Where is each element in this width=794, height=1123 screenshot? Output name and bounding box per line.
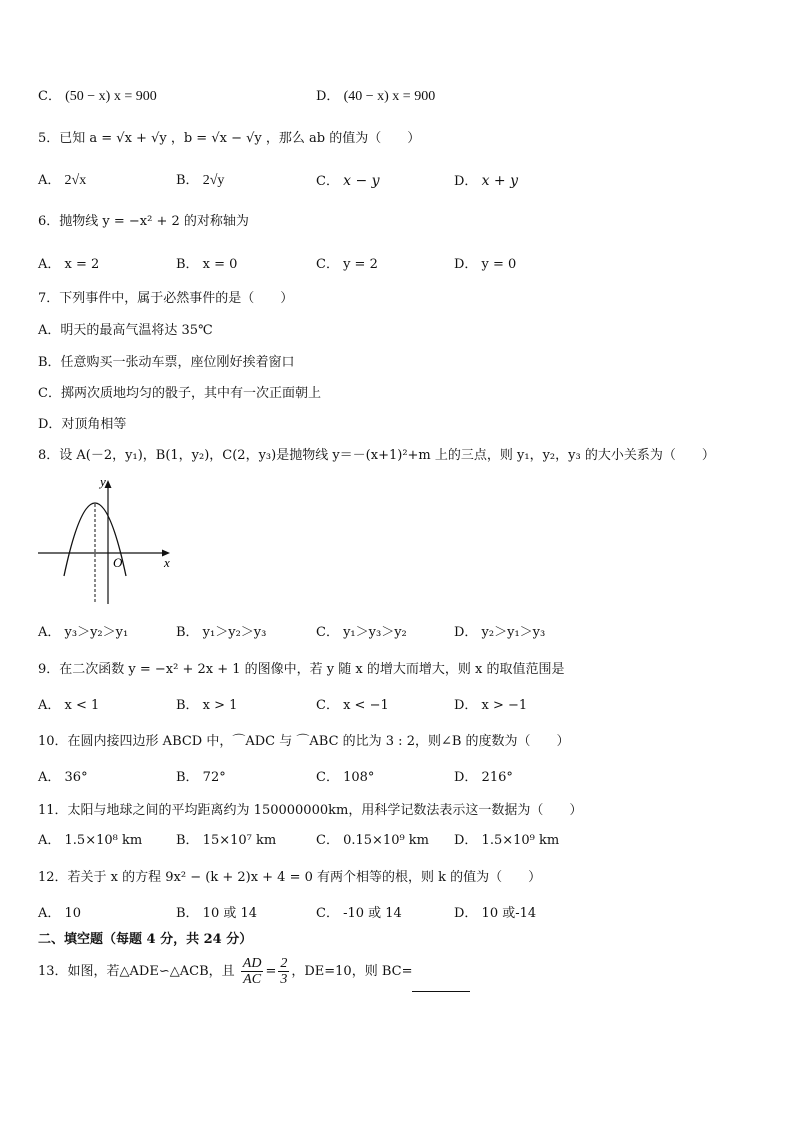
- q5-option-b-value: 2√y: [202, 173, 225, 188]
- q7-option-c: C．掷两次质地均匀的骰子，其中有一次正面朝上: [38, 386, 321, 401]
- q9-option-b: B． x > 1: [176, 698, 238, 713]
- q12-option-a: A． 10: [38, 906, 82, 921]
- q8-parabola-graph: [34, 476, 179, 608]
- q5-option-b: [176, 172, 224, 190]
- q7-option-d: D．对顶角相等: [38, 417, 127, 432]
- q6-option-c: C． y = 2: [316, 257, 378, 272]
- q6-option-d: D． y = 0: [454, 257, 517, 272]
- q11-option-b: B． 15×10⁷ km: [176, 833, 277, 848]
- q13-frac2-numerator: 2: [280, 956, 288, 971]
- q5-option-d-label: D．: [454, 174, 478, 189]
- q13-frac2-denominator: 3: [280, 972, 288, 987]
- q8-option-c: C． y₁＞y₃＞y₂: [316, 625, 407, 640]
- q5-option-b-label: B．: [176, 173, 199, 188]
- q8-option-a: A． y₃＞y₂＞y₁: [38, 625, 129, 640]
- q13-stem-suffix: ，DE=10，则 BC=: [291, 964, 413, 979]
- q8-option-d: D． y₂＞y₁＞y₃: [454, 625, 546, 640]
- q5-option-d: [454, 172, 518, 191]
- q4-option-d: [316, 88, 435, 106]
- q5-option-c-label: C．: [316, 174, 339, 189]
- q4-option-d-value: (40 − x) x = 900: [343, 89, 436, 104]
- q10-option-d: D． 216°: [454, 770, 513, 785]
- q13-fraction-ad-ac: [241, 956, 264, 987]
- q10-stem: 10．在圆内接四边形 ABCD 中，⌒ADC 与 ⌒ABC 的比为 3 : 2，则∠B 的度数为（ ）: [38, 734, 570, 749]
- q13-frac-numerator: AD: [242, 956, 262, 971]
- q5-option-c: [316, 172, 380, 191]
- q13-equals: =: [265, 964, 277, 979]
- q10-option-a: A． 36°: [38, 770, 88, 785]
- q9-option-c: C． x < −1: [316, 698, 389, 713]
- q5-option-a: [38, 172, 86, 190]
- q9-option-d: D． x > −1: [454, 698, 528, 713]
- x-axis-label: x: [164, 555, 170, 570]
- q6-option-b: B． x = 0: [176, 257, 238, 272]
- q4-option-c-label: C．: [38, 89, 61, 104]
- origin-label: O: [113, 555, 123, 570]
- q7-stem: 7．下列事件中，属于必然事件的是（ ）: [38, 291, 294, 306]
- q4-option-d-label: D．: [316, 89, 340, 104]
- q5-stem: 5．已知 a = √x + √y ，b = √x − √y ，那么 ab 的值为（ ）: [38, 131, 421, 146]
- q13-stem-prefix: 13．如图，若△ADE∽△ACB，且: [38, 964, 235, 979]
- q5-option-d-value: x + y: [481, 173, 519, 189]
- q12-option-b: B． 10 或 14: [176, 906, 258, 921]
- q11-option-d: D． 1.5×10⁹ km: [454, 833, 560, 848]
- q7-option-b: B．任意购买一张动车票，座位刚好挨着窗口: [38, 355, 295, 370]
- q8-option-b: B． y₁＞y₂＞y₃: [176, 625, 267, 640]
- q4-option-c-value: (50 − x) x = 900: [65, 89, 157, 104]
- q13-stem: [38, 952, 470, 992]
- q6-stem: 6．抛物线 y = −x² + 2 的对称轴为: [38, 214, 249, 229]
- q6-option-a: A． x = 2: [38, 257, 100, 272]
- q4-option-c: [38, 88, 157, 106]
- q13-frac-denominator: AC: [243, 972, 262, 987]
- y-axis-label: y: [100, 476, 106, 489]
- q11-option-a: A． 1.5×10⁸ km: [38, 833, 143, 848]
- q7-option-a: A．明天的最高气温将达 35℃: [38, 323, 213, 338]
- q10-option-b: B． 72°: [176, 770, 226, 785]
- q5-option-a-value: 2√x: [64, 173, 87, 188]
- q13-answer-blank[interactable]: [412, 977, 470, 992]
- q5-option-c-value: x − y: [343, 173, 380, 189]
- section-2-title: 二、填空题（每题 4 分，共 24 分）: [38, 932, 253, 947]
- q10-option-c: C． 108°: [316, 770, 375, 785]
- q5-option-a-label: A．: [38, 173, 61, 188]
- q11-option-c: C． 0.15×10⁹ km: [316, 833, 430, 848]
- q13-fraction-2-3: [278, 956, 289, 987]
- q12-option-c: C． -10 或 14: [316, 906, 402, 921]
- q9-option-a: A． x < 1: [38, 698, 100, 713]
- q8-stem: 8．设 A(－2，y₁)，B(1，y₂)，C(2，y₃)是抛物线 y＝－(x+1)²+m 上的三点，则 y₁，y₂，y₃ 的大小关系为（ ）: [38, 448, 715, 463]
- q11-stem: 11．太阳与地球之间的平均距离约为 150000000km，用科学记数法表示这一数据为（ ）: [38, 803, 583, 818]
- q9-stem: 9．在二次函数 y = −x² + 2x + 1 的图像中，若 y 随 x 的增大而增大，则 x 的取值范围是: [38, 662, 565, 677]
- q12-stem: 12．若关于 x 的方程 9x² − (k + 2)x + 4 = 0 有两个相等的根，则 k 的值为（ ）: [38, 870, 542, 885]
- q12-option-d: D． 10 或-14: [454, 906, 537, 921]
